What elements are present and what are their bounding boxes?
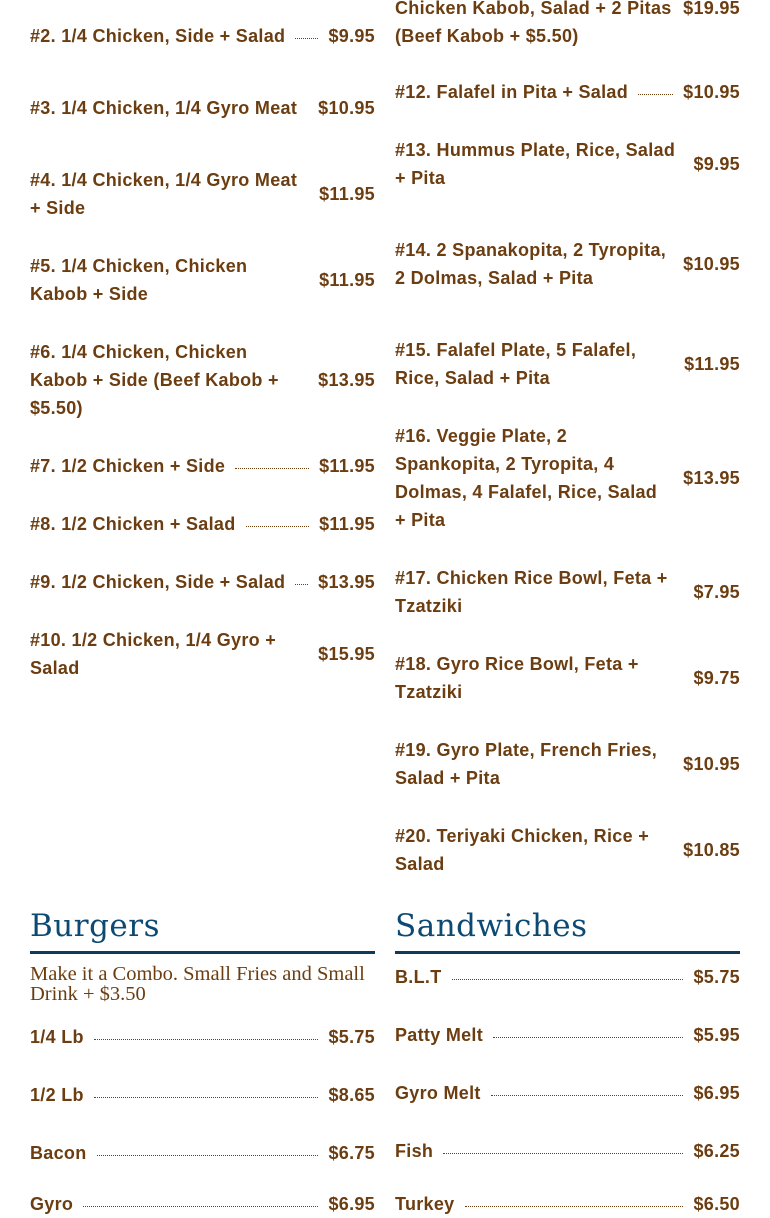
- menu-item-name: #9. 1/2 Chicken, Side + Salad: [30, 572, 286, 592]
- menu-item-name: #10. 1/2 Chicken, 1/4 Gyro + Salad: [30, 630, 277, 678]
- menu-item-name: #16. Veggie Plate, 2 Spankopita, 2 Tyropita, 4 Dolmas, 4 Falafel, Rice, Salad + Pita: [395, 426, 658, 530]
- menu-item-price: $6.95: [693, 1083, 740, 1103]
- sandwich-item: [395, 1137, 740, 1165]
- menu-item-name: #14. 2 Spanakopita, 2 Tyropita, 2 Dolmas, Salad + Pita: [395, 240, 667, 288]
- menu-item-name: #2. 1/4 Chicken, Side + Salad: [30, 26, 286, 46]
- menu-item-name: #8. 1/2 Chicken + Salad: [30, 514, 236, 534]
- menu-item-price: $5.75: [328, 1027, 375, 1047]
- menu-item-name: #15. Falafel Plate, 5 Falafel, Rice, Salad + Pita: [395, 340, 637, 388]
- menu-item-price: $6.95: [328, 1194, 375, 1214]
- menu-item: [30, 80, 375, 136]
- menu-item-price: $10.95: [683, 82, 740, 102]
- sandwich-item: [395, 1021, 740, 1049]
- menu-item: [30, 568, 375, 596]
- menu-item-price: $8.65: [328, 1085, 375, 1105]
- menu-item: [395, 650, 740, 706]
- burger-item: [30, 1023, 375, 1051]
- menu-item: [30, 22, 375, 50]
- menu-item-price: $9.95: [328, 26, 375, 46]
- dot-leader: [97, 1155, 319, 1156]
- menu-item-price: $10.95: [683, 254, 740, 274]
- menu-item-price: $10.95: [683, 754, 740, 774]
- menu-item-name: #12. Falafel in Pita + Salad: [395, 82, 629, 102]
- menu-item-name: Bacon: [30, 1143, 87, 1163]
- menu-item-price: $11.95: [684, 354, 740, 374]
- menu-item-price: $10.95: [318, 98, 375, 118]
- menu-item-price: $9.75: [693, 668, 740, 688]
- dot-leader: [295, 584, 308, 585]
- menu-item-price: $11.95: [319, 270, 375, 290]
- menu-item-name: #17. Chicken Rice Bowl, Feta + Tzatziki: [395, 568, 668, 616]
- menu-item: [30, 252, 375, 308]
- burger-item: [30, 1190, 375, 1218]
- menu-item-name: Chicken Kabob, Salad + 2 Pitas (Beef Kabob + $5.50): [395, 0, 672, 46]
- menu-item: [395, 136, 740, 192]
- burgers-heading: Burgers: [30, 904, 375, 954]
- menu-item-name: #4. 1/4 Chicken, 1/4 Gyro Meat + Side: [30, 170, 298, 218]
- menu-item-name: Gyro Melt: [395, 1083, 481, 1103]
- menu-item-price: $5.95: [693, 1025, 740, 1045]
- dot-leader: [246, 526, 310, 527]
- menu-item-name: #6. 1/4 Chicken, Chicken Kabob + Side (Beef Kabob + $5.50): [30, 342, 279, 418]
- dot-leader: [295, 38, 318, 39]
- menu-item-price: $11.95: [319, 514, 375, 534]
- menu-item-name: #20. Teriyaki Chicken, Rice + Salad: [395, 826, 650, 874]
- dot-leader: [465, 1206, 684, 1207]
- dot-leader: [443, 1153, 683, 1154]
- menu-item: [30, 452, 375, 480]
- menu-item-price: $6.25: [693, 1141, 740, 1161]
- dot-leader: [638, 94, 673, 95]
- menu-item-price: $5.75: [693, 967, 740, 987]
- sandwich-item: [395, 1190, 740, 1218]
- dot-leader: [94, 1039, 319, 1040]
- menu-item-name: Fish: [395, 1141, 434, 1161]
- menu-item-name: 1/4 Lb: [30, 1027, 84, 1047]
- menu-item: [395, 422, 740, 534]
- menu-item: [30, 510, 375, 538]
- menu-item-name: Gyro: [30, 1194, 74, 1214]
- menu-item: [395, 564, 740, 620]
- menu-item-name: Turkey: [395, 1194, 455, 1214]
- sandwich-item: [395, 963, 740, 991]
- menu-item: [30, 166, 375, 222]
- menu-item-price: $6.50: [693, 1194, 740, 1214]
- menu-item: [395, 222, 740, 306]
- left-menu-column: [30, 0, 375, 1214]
- menu-item-price: $19.95: [683, 0, 740, 18]
- menu-item: [30, 338, 375, 422]
- menu-item-price: $11.95: [319, 456, 375, 476]
- menu-item: [395, 822, 740, 878]
- menu-item-price: $11.95: [319, 184, 375, 204]
- menu-item-name: #18. Gyro Rice Bowl, Feta + Tzatziki: [395, 654, 639, 702]
- sandwiches-heading: Sandwiches: [395, 904, 740, 954]
- menu-item-name: #5. 1/4 Chicken, Chicken Kabob + Side: [30, 256, 248, 304]
- burger-item: [30, 1081, 375, 1109]
- menu-item-name: #7. 1/2 Chicken + Side: [30, 456, 226, 476]
- menu-item-price: $6.75: [328, 1143, 375, 1163]
- menu-item: [395, 336, 740, 392]
- menu-item-name: 1/2 Lb: [30, 1085, 84, 1105]
- menu-item-name: #13. Hummus Plate, Rice, Salad + Pita: [395, 140, 676, 188]
- menu-item-price: $9.95: [693, 154, 740, 174]
- menu-item: [395, 736, 740, 792]
- dot-leader: [83, 1206, 318, 1207]
- menu-item-price: $15.95: [318, 644, 375, 664]
- menu-item-price: $13.95: [318, 370, 375, 390]
- menu-item-name: #3. 1/4 Chicken, 1/4 Gyro Meat: [30, 98, 298, 118]
- dot-leader: [491, 1095, 684, 1096]
- menu-item: [395, 78, 740, 106]
- menu-item: [30, 626, 375, 682]
- sandwich-item: [395, 1079, 740, 1107]
- menu-item: [395, 0, 740, 50]
- menu-item-price: $13.95: [683, 468, 740, 488]
- dot-leader: [235, 468, 309, 469]
- combo-note: Make it a Combo. Small Fries and Small Drink + $3.50: [30, 963, 365, 1005]
- menu-item-price: $10.85: [683, 840, 740, 860]
- menu-item-price: $7.95: [693, 582, 740, 602]
- menu-item-name: B.L.T: [395, 967, 442, 987]
- dot-leader: [452, 979, 684, 980]
- menu-item-name: Patty Melt: [395, 1025, 484, 1045]
- menu-item-name: #19. Gyro Plate, French Fries, Salad + Pita: [395, 740, 658, 788]
- right-menu-column: [395, 0, 740, 1214]
- dot-leader: [94, 1097, 319, 1098]
- menu-item-price: $13.95: [318, 572, 375, 592]
- burger-item: [30, 1139, 375, 1167]
- dot-leader: [493, 1037, 683, 1038]
